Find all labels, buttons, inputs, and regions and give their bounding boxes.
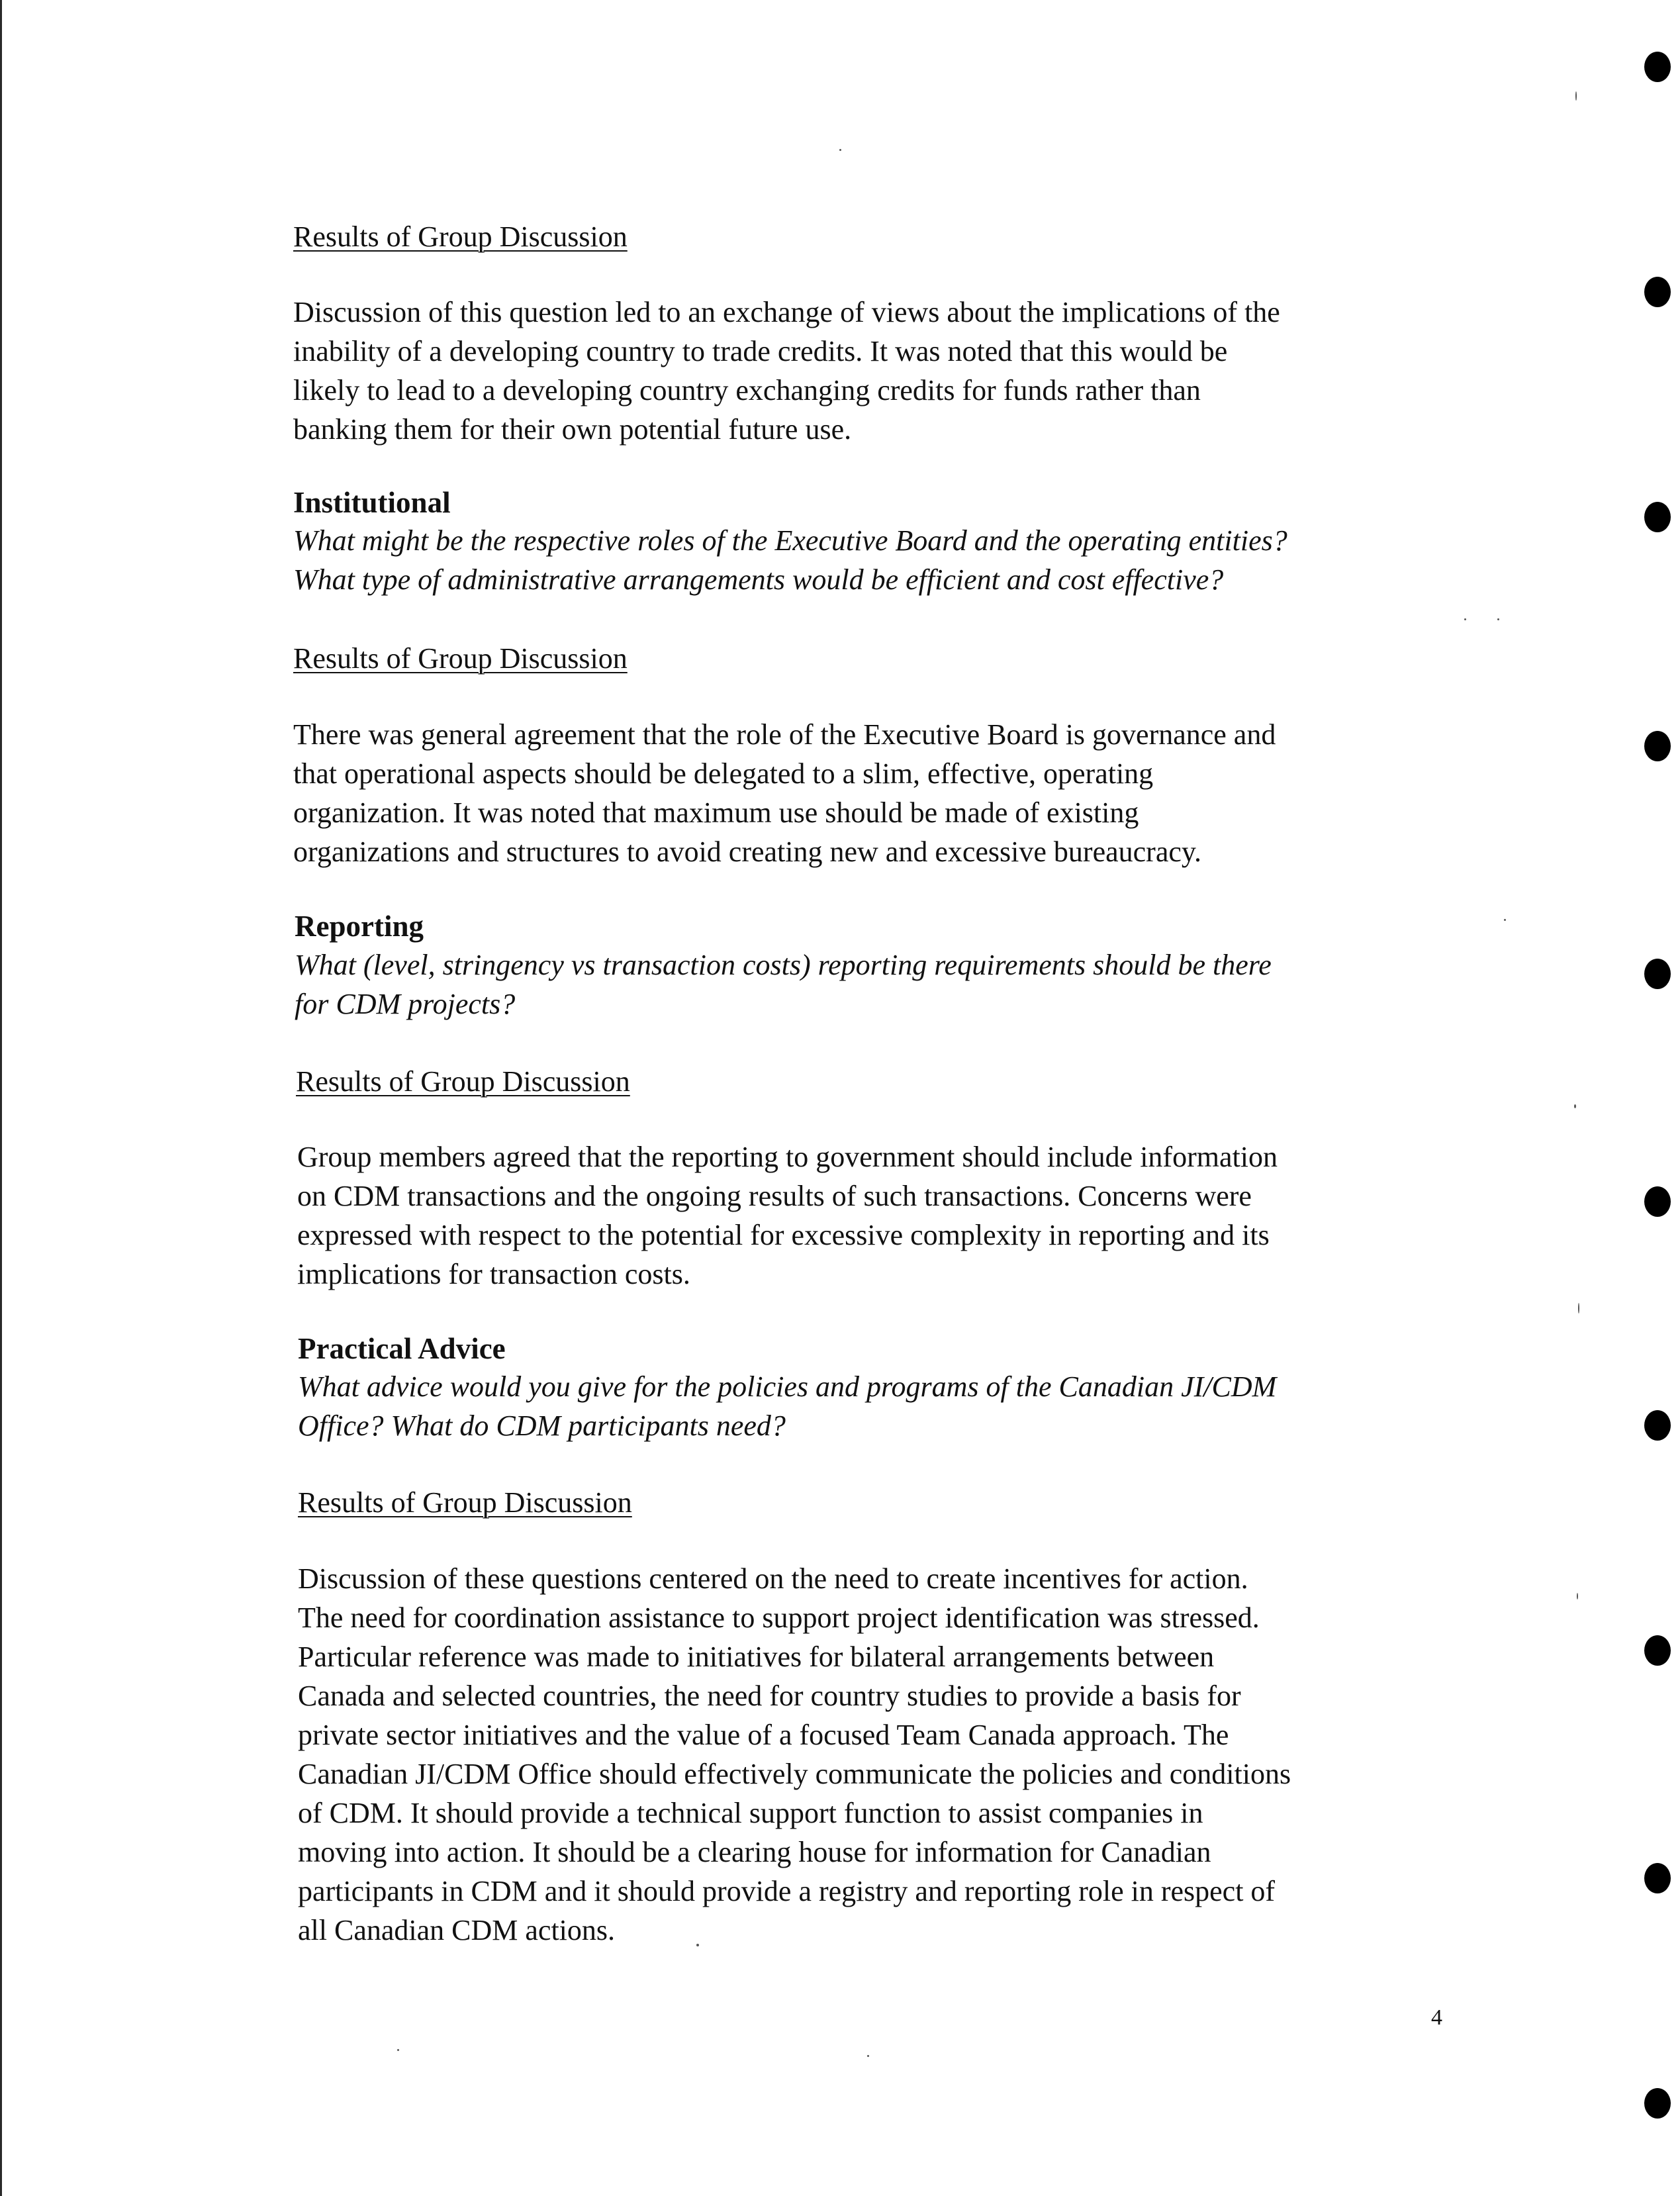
section-3-subheading: Results of Group Discussion <box>296 1065 630 1098</box>
question-line: What might be the respective roles of the Executive Board and the operating entities? <box>293 524 1287 557</box>
punch-hole-icon <box>1644 731 1671 761</box>
section-3-question <box>295 945 1272 1024</box>
paragraph-line: There was general agreement that the role of the Executive Board is governance and <box>293 718 1276 751</box>
scan-speck <box>867 2055 869 2057</box>
section-4-question <box>298 1367 1276 1445</box>
paragraph-line: all Canadian CDM actions. <box>298 1914 616 1946</box>
section-2-paragraph <box>293 715 1276 871</box>
scan-speck <box>397 2049 399 2051</box>
section-1-subheading: Results of Group Discussion <box>293 220 628 253</box>
page-number: 4 <box>1431 2005 1442 2030</box>
paragraph-line: private sector initiatives and the value of a focused Team Canada approach. The <box>298 1719 1229 1751</box>
paragraph-line: organizations and structures to avoid creating new and excessive bureaucracy. <box>293 835 1202 868</box>
paragraph-line: Discussion of this question led to an exchange of views about the implications of the <box>293 296 1280 328</box>
section-3-heading: Reporting <box>295 910 424 943</box>
punch-hole-icon <box>1644 2088 1671 2119</box>
paragraph-line: inability of a developing country to trade credits. It was noted that this would be <box>293 335 1228 367</box>
scan-speck <box>1497 618 1499 620</box>
section-2-subheading: Results of Group Discussion <box>293 642 628 675</box>
paragraph-line: banking them for their own potential future use. <box>293 413 852 446</box>
punch-hole-icon <box>1644 1410 1671 1441</box>
section-4-heading: Practical Advice <box>298 1332 506 1365</box>
section-1-paragraph <box>293 293 1280 449</box>
section-3-paragraph <box>297 1137 1278 1294</box>
section-4-paragraph <box>298 1559 1291 1950</box>
punch-hole-icon <box>1644 1186 1671 1217</box>
paragraph-line: on CDM transactions and the ongoing results of such transactions. Concerns were <box>297 1180 1252 1212</box>
paragraph-line: Canada and selected countries, the need for country studies to provide a basis for <box>298 1680 1241 1712</box>
punch-hole-icon <box>1644 502 1671 532</box>
scan-speck <box>1575 91 1577 101</box>
paragraph-line: expressed with respect to the potential for excessive complexity in reporting and its <box>297 1219 1270 1251</box>
question-line: What (level, stringency vs transaction costs) reporting requirements should be there <box>295 949 1272 981</box>
paragraph-line: of CDM. It should provide a technical support function to assist companies in <box>298 1797 1203 1829</box>
scan-speck <box>1578 1303 1579 1313</box>
scan-speck <box>1464 618 1466 620</box>
paragraph-line: Canadian JI/CDM Office should effectively communicate the policies and conditions <box>298 1758 1291 1790</box>
punch-hole-icon <box>1644 959 1671 989</box>
punch-hole-icon <box>1644 277 1671 307</box>
paragraph-line: Group members agreed that the reporting to government should include information <box>297 1141 1278 1173</box>
question-line: What advice would you give for the policies and programs of the Canadian JI/CDM <box>298 1370 1277 1403</box>
question-line: What type of administrative arrangements would be efficient and cost effective? <box>293 563 1224 596</box>
punch-hole-icon <box>1644 1863 1671 1893</box>
scan-speck <box>1504 919 1506 921</box>
section-2-heading: Institutional <box>293 486 451 519</box>
paragraph-line: organization. It was noted that maximum use should be made of existing <box>293 796 1139 829</box>
paragraph-line: The need for coordination assistance to support project identification was stressed. <box>298 1601 1260 1634</box>
section-2-question <box>293 521 1287 599</box>
question-line: Office? What do CDM participants need? <box>298 1409 786 1442</box>
scan-speck <box>696 1944 699 1946</box>
punch-hole-icon <box>1644 1635 1671 1666</box>
paragraph-line: participants in CDM and it should provide a registry and reporting role in respect of <box>298 1875 1276 1907</box>
paragraph-line: that operational aspects should be delegated to a slim, effective, operating <box>293 757 1154 790</box>
paragraph-line: Discussion of these questions centered on the need to create incentives for action. <box>298 1562 1248 1595</box>
paragraph-line: likely to lead to a developing country exchanging credits for funds rather than <box>293 374 1201 406</box>
paragraph-line: implications for transaction costs. <box>297 1258 690 1290</box>
question-line: for CDM projects? <box>295 988 516 1020</box>
scan-speck <box>1574 1104 1576 1108</box>
paragraph-line: moving into action. It should be a clearing house for information for Canadian <box>298 1836 1211 1868</box>
paragraph-line: Particular reference was made to initiatives for bilateral arrangements between <box>298 1641 1215 1673</box>
punch-hole-icon <box>1644 52 1671 82</box>
section-4-subheading: Results of Group Discussion <box>298 1486 632 1519</box>
scan-speck <box>839 149 841 151</box>
scan-speck <box>1577 1593 1578 1599</box>
